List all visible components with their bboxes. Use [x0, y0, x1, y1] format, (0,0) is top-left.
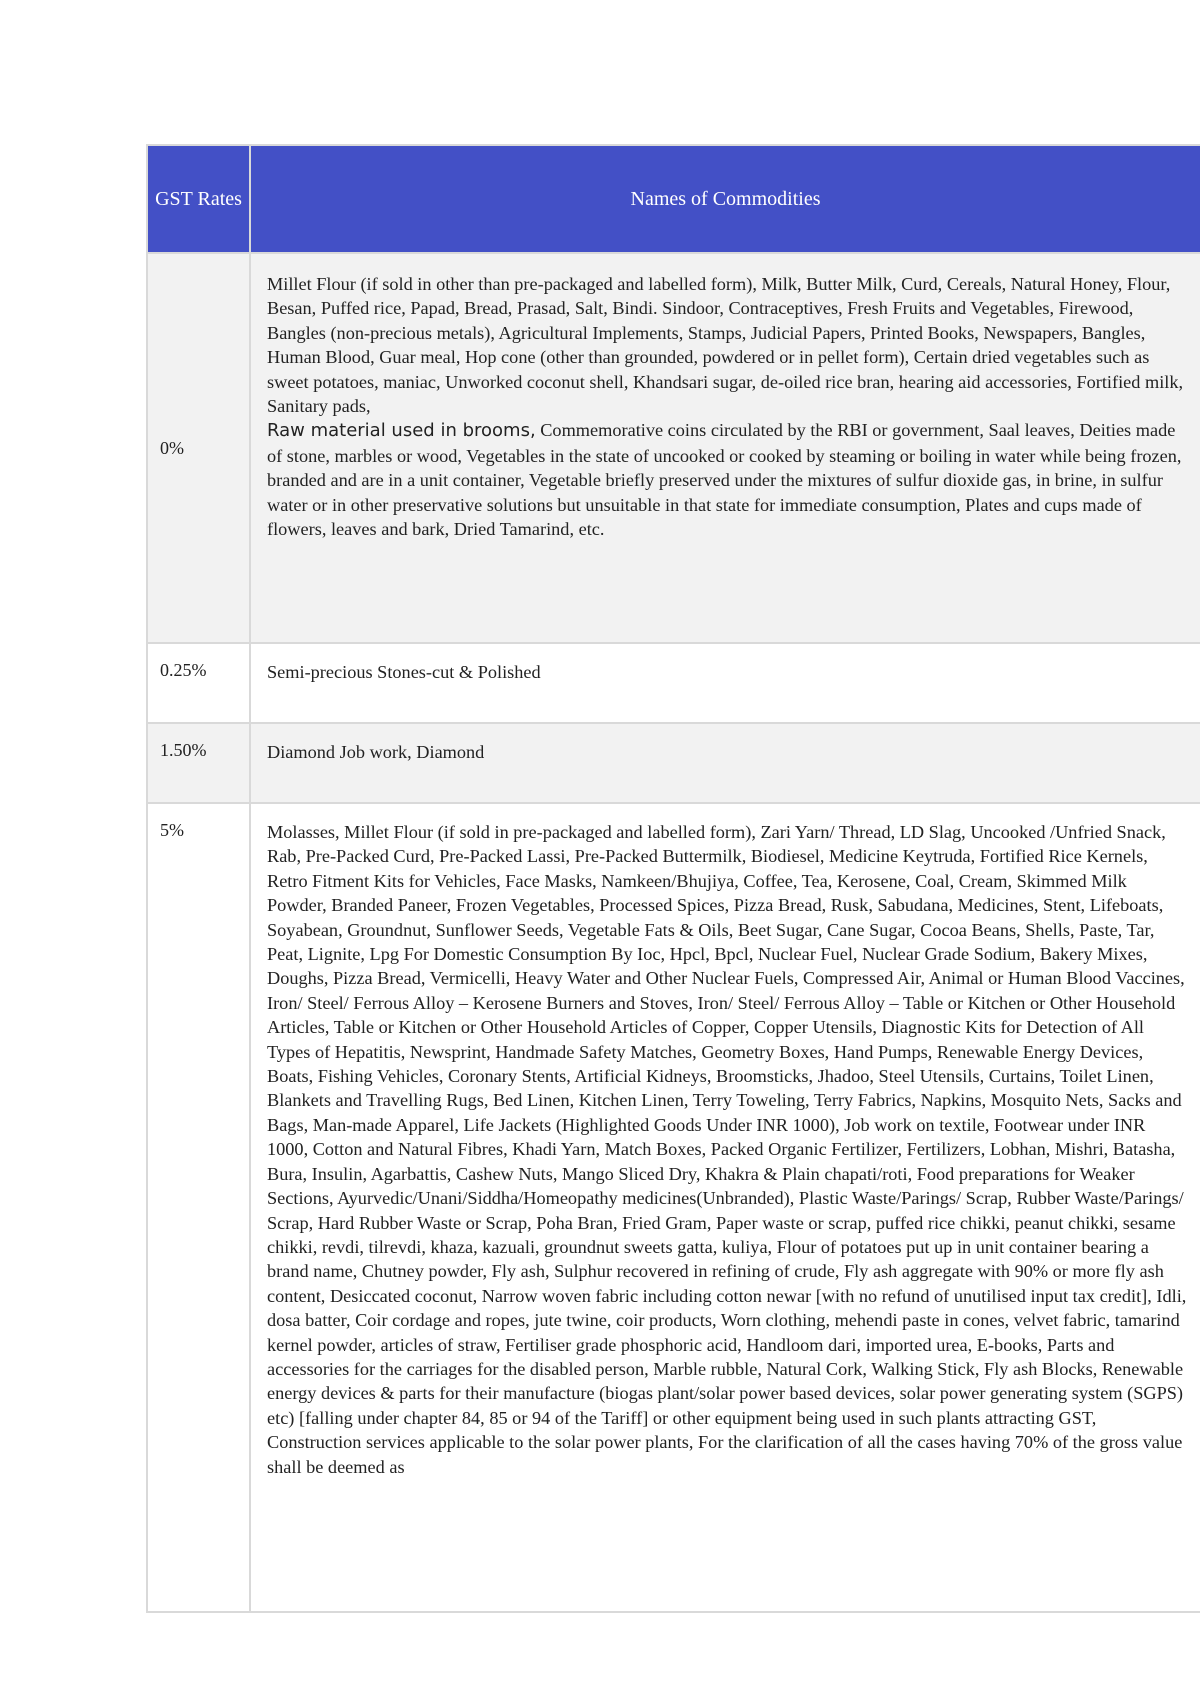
commodities-cell: Diamond Job work, Diamond: [250, 723, 1200, 803]
table-row-5-percent: [147, 803, 1200, 1612]
table-row-1-50-percent: [147, 723, 1200, 803]
commodities-text-cont: Commemorative coins circulated by the RBI or government, Saal leaves, Deities made of stone, marbles or wood, Vegetables in the state of uncooked or cooked by steaming or boiling in water while being frozen, branded and are in a unit container, Vegetable briefly preserved under the mixtures of sulfur dioxide gas, in brine, in sulfur water or in other preservative solutions but unsuitable in that state for immediate consumption, Plates and cups made of flowers, leaves and bark, Dried Tamarind, etc.: [267, 420, 1182, 540]
rate-cell: 0.25%: [147, 643, 250, 723]
commodities-text-sans: Raw material used in brooms,: [267, 420, 536, 442]
table-header: [147, 145, 1200, 253]
gst-rates-table: [146, 144, 1200, 1613]
rate-cell: 0%: [147, 253, 250, 643]
rate-cell: 1.50%: [147, 723, 250, 803]
header-names-of-commodities: Names of Commodities: [250, 145, 1200, 253]
commodities-cell: Semi-precious Stones-cut & Polished: [250, 643, 1200, 723]
commodities-text: Millet Flour (if sold in other than pre-packaged and labelled form), Milk, Butter Milk, Curd, Cereals, Natural Honey, Flour, Besan, Puffed rice, Papad, Bread, Prasad, Salt, Bindi. Sindoor, Contraceptives, Fresh Fruits and Vegetables, Firewood, Bangles (non-precious metals), Agricultural Implements, Stamps, Judicial Papers, Printed Books, Newspapers, Bangles, Human Blood, Guar meal, Hop cone (other than grounded, powdered or in pellet form), Certain dried vegetables such as sweet potatoes, maniac, Unworked coconut shell, Khandsari sugar, de-oiled rice bran, hearing aid accessories, Fortified milk, Sanitary pads,: [267, 274, 1184, 417]
table-body: [147, 253, 1200, 1612]
commodities-cell: [250, 803, 1200, 1612]
header-gst-rates: GST Rates: [147, 145, 250, 253]
header-row: [147, 145, 1200, 253]
rate-cell: 5%: [147, 803, 250, 1612]
commodities-text: Molasses, Millet Flour (if sold in pre-packaged and labelled form), Zari Yarn/ Thread, LD Slag, Uncooked /Unfried Snack, Rab, Pre-Packed Curd, Pre-Packed Lassi, Pre-Packed Buttermilk, Biodiesel, Medicine Keytruda, Fortified Rice Kernels, Retro Fitment Kits for Vehicles, Face Masks, Namkeen/Bhujiya, Coffee, Tea, Kerosene, Coal, Cream, Skimmed Milk Powder, Branded Paneer, Frozen Vegetables, Processed Spices, Pizza Bread, Rusk, Sabudana, Medicines, Stent, Lifeboats, Soyabean, Groundnut, Sunflower Seeds, Vegetable Fats & Oils, Beet Sugar, Cane Sugar, Cocoa Beans, Shells, Paste, Tar, Peat, Lignite, Lpg For Domestic Consumption By Ioc, Hpcl, Bpcl, Nuclear Fuel, Nuclear Grade Sodium, Bakery Mixes, Doughs, Pizza Bread, Vermicelli, Heavy Water and Other Nuclear Fuels, Compressed Air, Animal or Human Blood Vaccines, Iron/ Steel/ Ferrous Alloy – Kerosene Burners and Stoves, Iron/ Steel/ Ferrous Alloy – Table or Kitchen or Other Household Articles, Table or Kitchen or Other Household Articles of Copper, Copper Utensils, Diagnostic Kits for Detection of All Types of Hepatitis, Newsprint, Handmade Safety Matches, Geometry Boxes, Hand Pumps, Renewable Energy Devices, Boats, Fishing Vehicles, Coronary Stents, Artificial Kidneys, Broomsticks, Jhadoo, Steel Utensils, Curtains, Toilet Linen, Blankets and Travelling Rugs, Bed Linen, Kitchen Linen, Terry Toweling, Terry Fabrics, Napkins, Mosquito Nets, Sacks and Bags, Man-made Apparel, Life Jackets (Highlighted Goods Under INR 1000), Job work on textile, Footwear under INR 1000, Cotton and Natural Fibres, Khadi Yarn, Match Boxes, Packed Organic Fertilizer, Fertilizers, Lobhan, Mishri, Batasha, Bura, Insulin, Agarbattis, Cashew Nuts, Mango Sliced Dry, Khakra & Plain chapati/roti, Food preparations for Weaker Sections, Ayurvedic/Unani/Siddha/Homeopathy medicines(Unbranded), Plastic Waste/Parings/ Scrap, Rubber Waste/Parings/ Scrap, Hard Rubber Waste or Scrap, Poha Bran, Fried Gram, Paper waste or scrap, puffed rice chikki, peanut chikki, sesame chikki, revdi, tilrevdi, khaza, kazuali, groundnut sweets gatta, kuliya, Flour of potatoes put up in unit container bearing a brand name, Chutney powder, Fly ash, Sulphur recovered in refining of crude, Fly ash aggregate with 90% or more fly ash content, Desiccated coconut, Narrow woven fabric including cotton newar [with no refund of unutilised input tax credit], Idli, dosa batter, Coir cordage and ropes, jute twine, coir products, Worn clothing, mehendi paste in cones, velvet fabric, tamarind kernel powder, articles of straw, Fertiliser grade phosphoric acid, Handloom dari, imported urea, E-books, Parts and accessories for the carriages for the disabled person, Marble rubble, Natural Cork, Walking Stick, Fly ash Blocks, Renewable energy devices & parts for their manufacture (biogas plant/solar power based devices, solar power generating system (SGPS) etc) [falling under chapter 84, 85 or 94 of the Tariff] or other equipment being used in such plants attracting GST, Construction services applicable to the solar power plants, For the clarification of all the cases having 70% of the gross value shall be deemed as: [267, 822, 1187, 1477]
commodities-cell: [250, 253, 1200, 643]
table-row-0-percent: [147, 253, 1200, 643]
table-row-0-25-percent: [147, 643, 1200, 723]
